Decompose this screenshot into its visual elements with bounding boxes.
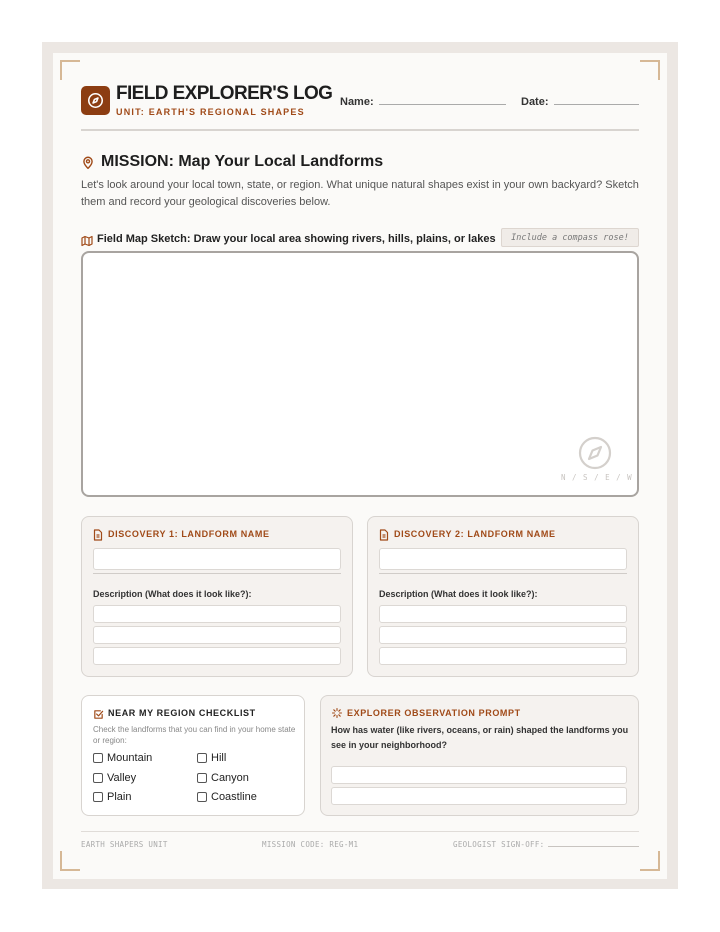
map-icon — [81, 234, 93, 252]
discovery-1-desc-line-1[interactable] — [93, 605, 341, 623]
checkbox-label: Coastline — [211, 791, 257, 803]
discovery-2-desc-line-2[interactable] — [379, 626, 627, 644]
discovery-1-desc-line-2[interactable] — [93, 626, 341, 644]
discovery-1-divider — [93, 573, 341, 574]
prompt-title: EXPLORER OBSERVATION PROMPT — [347, 708, 521, 718]
checkbox-hill[interactable] — [197, 752, 226, 764]
prompt-answer-line-1[interactable] — [331, 766, 627, 784]
corner-mark-bottom-left — [60, 851, 80, 871]
prompt-answer-line-2[interactable] — [331, 787, 627, 805]
discovery-2-name-input[interactable] — [379, 548, 627, 570]
footer-mission-code: MISSION CODE: REG-M1 — [262, 840, 359, 849]
map-sketch-label: Field Map Sketch: Draw your local area showing rivers, hills, plains, or lakes — [97, 233, 496, 245]
corner-mark-top-right — [640, 60, 660, 80]
checkbox-box[interactable] — [197, 773, 207, 783]
compass-rose-icon — [578, 436, 612, 475]
checkbox-valley[interactable] — [93, 772, 136, 784]
prompt-question: How has water (like rivers, oceans, or rain) shaped the landforms you see in your neighborhood? — [331, 725, 629, 750]
date-label: Date: — [521, 96, 549, 108]
checkbox-label: Canyon — [211, 772, 249, 784]
date-field[interactable] — [554, 104, 639, 105]
discovery-1-title: DISCOVERY 1: LANDFORM NAME — [108, 529, 270, 539]
corner-mark-bottom-right — [640, 851, 660, 871]
discovery-1-name-input[interactable] — [93, 548, 341, 570]
checkbox-box[interactable] — [93, 773, 103, 783]
footer-unit: EARTH SHAPERS UNIT — [81, 840, 168, 849]
header-divider — [81, 129, 639, 131]
compass-note: Include a compass rose! — [501, 228, 639, 247]
map-sketch-area[interactable] — [81, 251, 639, 497]
checkbox-label: Plain — [107, 791, 132, 803]
discovery-2-divider — [379, 573, 627, 574]
checkbox-coastline[interactable] — [197, 791, 257, 803]
checkbox-mountain[interactable] — [93, 752, 152, 764]
name-field[interactable] — [379, 104, 506, 105]
discovery-2-desc-line-3[interactable] — [379, 647, 627, 665]
page-title: FIELD EXPLORER'S LOG — [116, 83, 333, 104]
discovery-2-title: DISCOVERY 2: LANDFORM NAME — [394, 529, 556, 539]
document-icon — [93, 528, 103, 546]
checkbox-box[interactable] — [197, 753, 207, 763]
checkbox-box[interactable] — [93, 792, 103, 802]
footer-signoff-label: GEOLOGIST SIGN-OFF: — [453, 840, 545, 849]
checkbox-label: Valley — [107, 772, 137, 784]
sparkle-icon — [331, 706, 343, 724]
discovery-1-desc-label: Description (What does it look like?): — [93, 589, 252, 599]
checkbox-box[interactable] — [93, 753, 103, 763]
discovery-1-desc-line-3[interactable] — [93, 647, 341, 665]
footer-divider — [81, 831, 639, 832]
compass-icon — [81, 86, 110, 115]
checkbox-box[interactable] — [197, 792, 207, 802]
mission-intro: Let's look around your local town, state, or region. What unique natural shapes exist in your own backyard? Sketch them and record your geological discoveries below. — [81, 179, 639, 208]
checkbox-canyon[interactable] — [197, 772, 249, 784]
checkbox-plain[interactable] — [93, 791, 131, 803]
checklist-help: Check the landforms that you can find in your home state or region: — [93, 725, 296, 745]
unit-subtitle: UNIT: EARTH'S REGIONAL SHAPES — [116, 107, 305, 117]
checkbox-icon — [93, 707, 104, 725]
location-pin-icon — [81, 155, 95, 175]
checklist-title: NEAR MY REGION CHECKLIST — [108, 708, 256, 718]
corner-mark-top-left — [60, 60, 80, 80]
discovery-2-desc-line-1[interactable] — [379, 605, 627, 623]
mission-title: MISSION: Map Your Local Landforms — [101, 153, 384, 170]
checkbox-label: Hill — [211, 752, 227, 764]
signoff-field[interactable] — [548, 846, 639, 847]
checkbox-label: Mountain — [107, 752, 153, 764]
name-label: Name: — [340, 96, 374, 108]
compass-directions: N / S / E / W — [561, 473, 633, 482]
discovery-2-desc-label: Description (What does it look like?): — [379, 589, 538, 599]
document-icon — [379, 528, 389, 546]
